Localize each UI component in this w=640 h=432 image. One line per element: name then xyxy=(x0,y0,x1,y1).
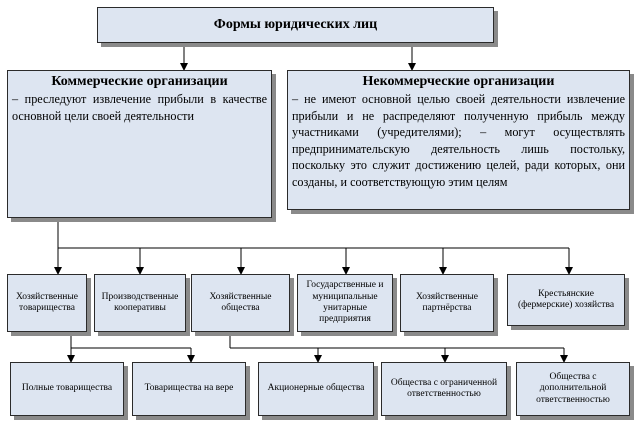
l2-business-partnerships-label: Хозяйственные партнёрства xyxy=(415,291,478,313)
title-box xyxy=(97,7,494,43)
l3-llc xyxy=(381,362,507,416)
commercial-title: Коммерческие организации xyxy=(51,74,228,89)
l3-general-partnerships-label: Полные товарищества xyxy=(21,383,113,394)
l2-economic-companies-label: Хозяйственные общества xyxy=(209,291,272,313)
l2-business-partnerships xyxy=(400,274,494,332)
l3-limited-partnerships xyxy=(132,362,246,416)
commercial-box xyxy=(7,70,272,218)
l2-economic-partnerships-label: Хозяйственные товарищества xyxy=(15,291,78,313)
l2-production-cooperatives-label: Производственные кооперативы xyxy=(101,291,179,313)
l3-limited-partnerships-label: Товарищества на вере xyxy=(144,383,234,394)
title-text: Формы юридических лиц xyxy=(213,16,378,32)
noncommercial-title: Некоммерческие организации xyxy=(362,74,555,89)
commercial-description: – преследуют извлечение прибыли в качестве основной цели своей деятельности xyxy=(12,92,267,123)
l2-production-cooperatives xyxy=(94,274,186,332)
l2-farm-households-label: Крестьянские (фермерские) хозяйства xyxy=(517,288,615,310)
l2-economic-partnerships xyxy=(7,274,87,332)
l2-unitary-enterprises xyxy=(297,274,393,332)
l3-joint-stock-companies xyxy=(258,362,374,416)
l3-general-partnerships xyxy=(10,362,124,416)
noncommercial-description: – не имеют основной целью своей деятельности извлечение прибыли и не распределяют полученную прибыль между участниками (учредителями); – могут осуществлять предпринимательскую деятельность лишь постольку, поскольку это служит достижению целей, ради которых, они созданы, и соответствующую этим целям xyxy=(292,92,625,189)
l3-llc-label: Общества с ограниченной ответственностью xyxy=(390,377,498,399)
l2-unitary-enterprises-label: Государственные и муниципальные унитарные предприятия xyxy=(306,280,384,325)
l3-additional-liability-companies-label: Общества с дополнительной ответственностью xyxy=(536,371,610,405)
l3-joint-stock-companies-label: Акционерные общества xyxy=(267,383,365,394)
noncommercial-box xyxy=(287,70,630,210)
l3-additional-liability-companies xyxy=(516,362,630,416)
l2-economic-companies xyxy=(191,274,290,332)
l2-farm-households xyxy=(507,274,625,326)
